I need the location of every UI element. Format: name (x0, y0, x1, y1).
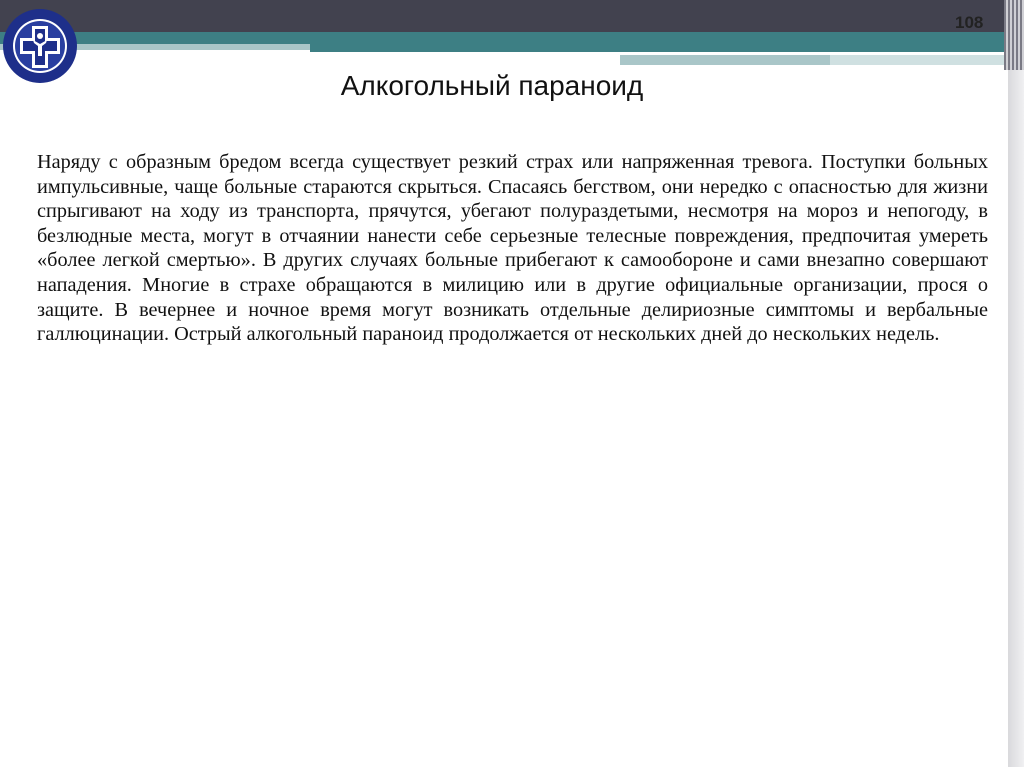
slide-title: Алкогольный параноид (340, 70, 644, 101)
page-number: 108 (955, 13, 984, 32)
slide-title-wrap (0, 70, 1004, 102)
header-stripe (310, 44, 1010, 52)
slide-body-text: Наряду с образным бредом всегда существует резкий страх или напряженная тревога. Поступки больных импульсивные, чаще больные стараются скрыться. Спасаясь бегством, они нередко с опасностью для жизни спрыгивают на ходу из транспорта, прячутся, убегают полураздетыми, несмотря на мороз и непогоду, в безлюдные места, могут в отчаянии нанести себе серьезные телесные повреждения, предпочитая умереть «более легкой смертью». В других случаях больные прибегают к самообороне и сами внезапно совершают нападения. Многие в страхе обращаются в милицию или в другие официальные организации, прося о защите. В вечернее и ночное время могут возникать отдельные делириозные симптомы и вербальные галлюцинации. Острый алкогольный параноид продолжается от нескольких дней до нескольких недель. (37, 151, 988, 346)
slide-right-edge-lines (1004, 0, 1024, 70)
header-stripe (620, 55, 830, 65)
header-teal-band (0, 32, 1010, 44)
header-stripe (830, 55, 1010, 65)
slide-right-edge (1008, 0, 1024, 767)
header-bar (0, 0, 1010, 32)
